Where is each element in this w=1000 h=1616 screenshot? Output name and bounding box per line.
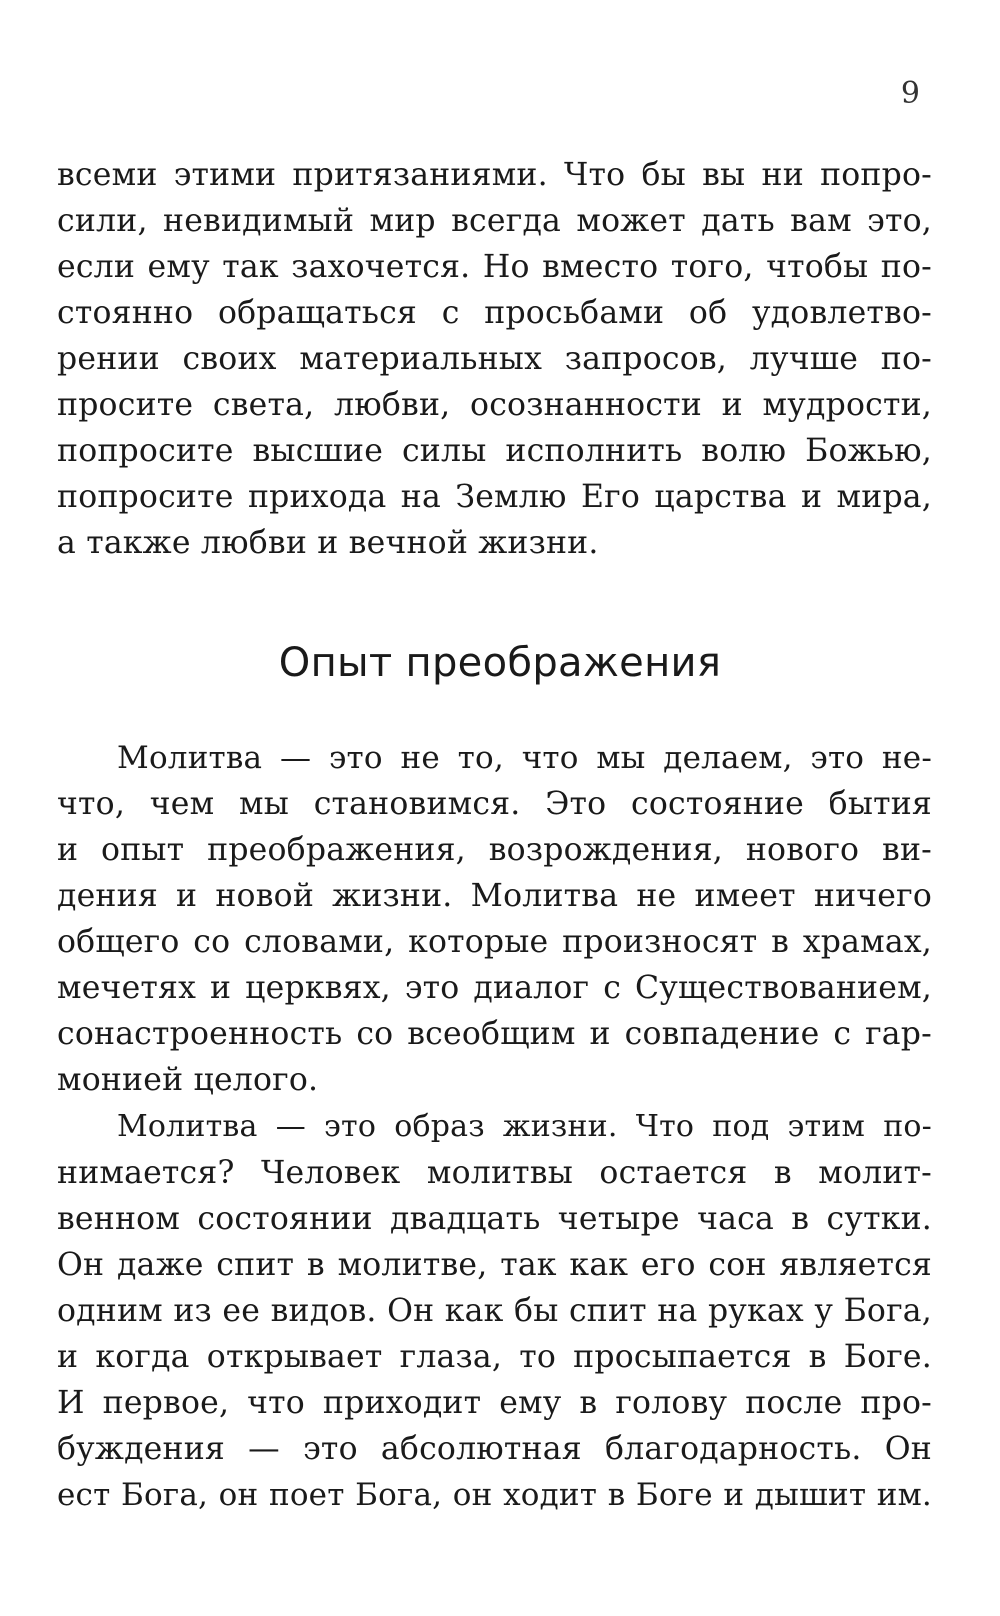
text-line: буждения — это абсолютная благодарность. Он — [57, 1431, 932, 1467]
text-line: попросите прихода на Землю Его царства и мира, — [57, 479, 932, 515]
paragraph-3 — [57, 1104, 932, 1518]
text-line: дения и новой жизни. Молитва не имеет ничего — [57, 878, 932, 914]
text-line: просите света, любви, осознанности и мудрости, — [57, 387, 932, 423]
text-line: что, чем мы становимся. Это состояние бытия — [57, 786, 932, 822]
text-line: общего со словами, которые произносят в храмах, — [57, 924, 932, 960]
text-line: Молитва — это не то, что мы делаем, это не- — [117, 740, 932, 776]
text-line: всеми этими притязаниями. Что бы вы ни попро- — [57, 157, 932, 193]
text-line: Молитва — это образ жизни. Что под этим по- — [117, 1109, 932, 1144]
paragraph-2 — [57, 735, 932, 1103]
text-line: рении своих материальных запросов, лучше по- — [57, 341, 932, 377]
page-number: 9 — [900, 76, 920, 111]
text-line: и когда открывает глаза, то просыпается в Боге. — [57, 1339, 932, 1375]
text-line: венном состоянии двадцать четыре часа в сутки. — [57, 1201, 932, 1237]
text-line: и опыт преображения, возрождения, нового ви- — [57, 832, 932, 868]
text-line: ест Бога, он поет Бога, он ходит в Боге и дышит им. — [57, 1477, 932, 1513]
text-line: одним из ее видов. Он как бы спит на руках у Бога, — [57, 1293, 932, 1329]
text-line: Он даже спит в молитве, так как его сон является — [57, 1247, 932, 1283]
text-line: И первое, что приходит ему в голову после про- — [57, 1385, 932, 1421]
text-line: сонастроенность со всеобщим и совпадение с гар- — [57, 1016, 932, 1052]
text-line: если ему так захочется. Но вместо того, чтобы по- — [57, 249, 932, 285]
text-line: попросите высшие силы исполнить волю Божью, — [57, 433, 932, 469]
text-line: стоянно обращаться с просьбами об удовлетво- — [57, 295, 932, 331]
text-line: нимается? Человек молитвы остается в молит- — [57, 1155, 932, 1191]
text-line: сили, невидимый мир всегда может дать вам это, — [57, 203, 932, 239]
paragraph-1 — [57, 152, 932, 566]
text-line: мечетях и церквях, это диалог с Существованием, — [57, 970, 932, 1006]
text-line: монией целого. — [57, 1062, 319, 1098]
section-heading: Опыт преображения — [278, 640, 722, 686]
text-line: а также любви и вечной жизни. — [57, 525, 599, 561]
